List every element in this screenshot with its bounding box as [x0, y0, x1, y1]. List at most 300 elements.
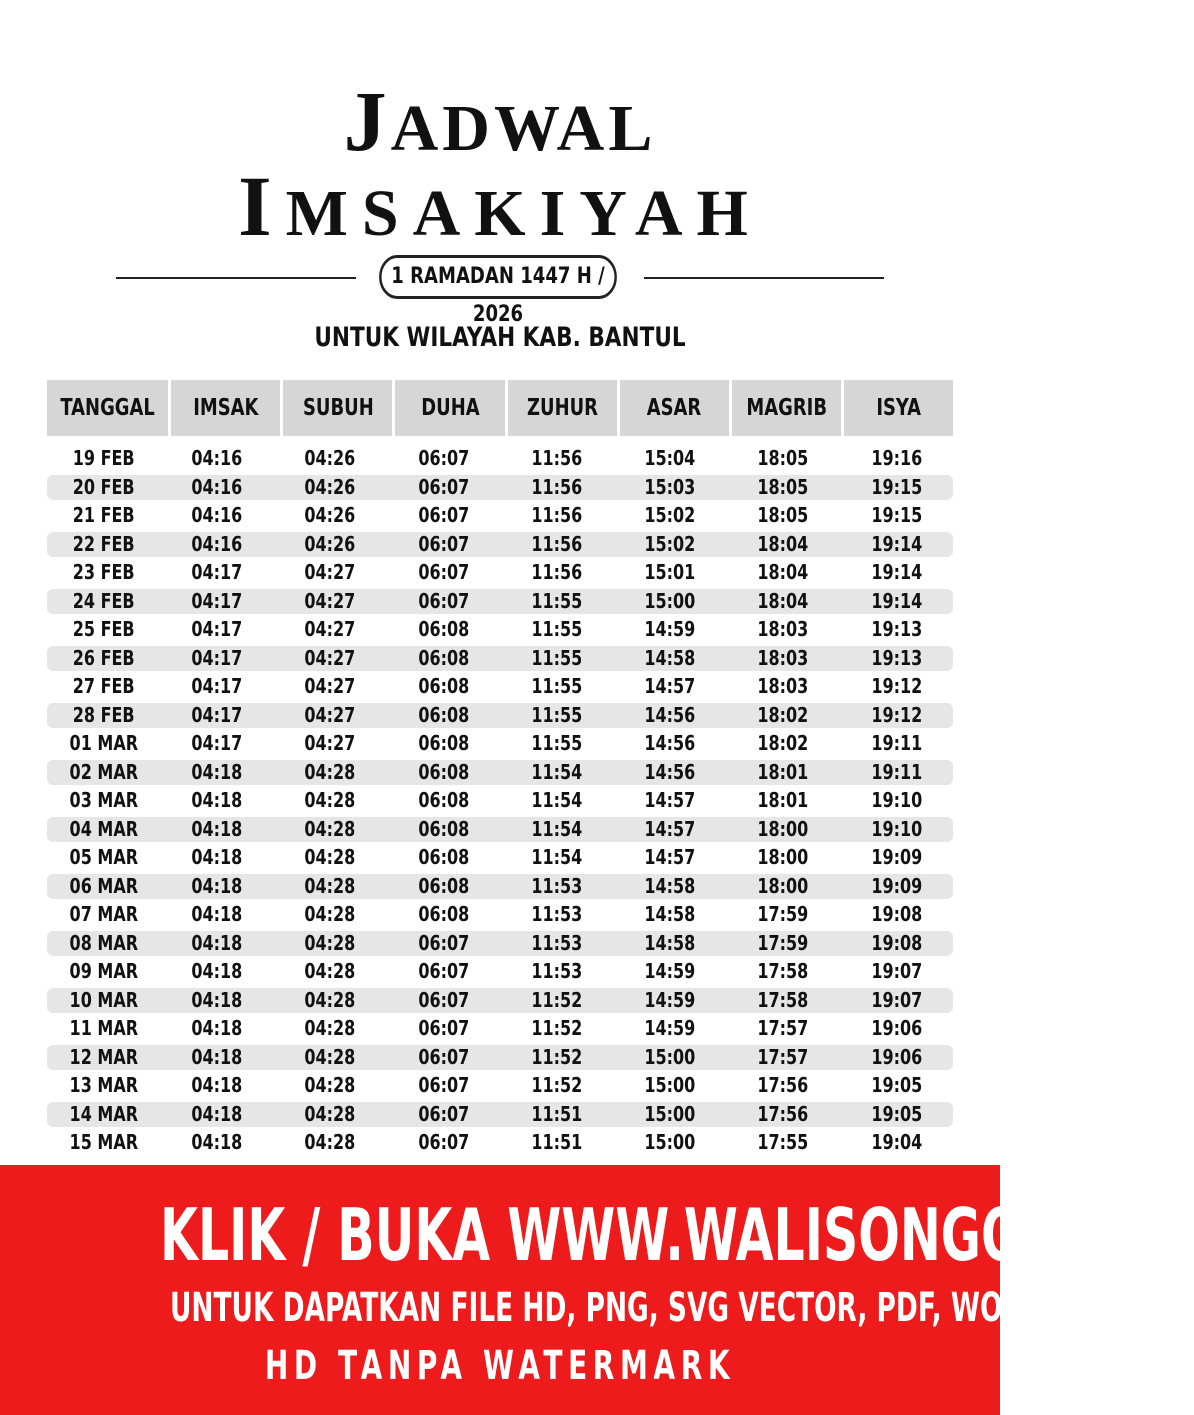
table-cell-tanggal [47, 1016, 160, 1041]
table-row [47, 959, 953, 984]
header-label: DUHA [420, 395, 480, 421]
table-cell-tanggal [47, 475, 160, 500]
table-cell-asar [613, 1016, 726, 1041]
cell-value: 21 FEB [72, 503, 135, 527]
table-cell-isya [840, 845, 953, 870]
cell-value: 19:13 [870, 645, 922, 670]
table-cell-tanggal [47, 446, 160, 471]
cell-value: 08 MAR [69, 930, 138, 955]
cell-value: 06:07 [417, 1016, 469, 1040]
table-cell-tanggal [47, 674, 160, 699]
cell-value: 06:08 [417, 816, 469, 841]
table-cell-tanggal [47, 1045, 160, 1070]
table-cell-isya [840, 674, 953, 699]
table-cell-duha [387, 646, 500, 671]
table-cell-imsak [160, 475, 273, 500]
table-cell-imsak [160, 503, 273, 528]
table-row [47, 817, 953, 842]
table-row [47, 1016, 953, 1041]
cell-value: 06:07 [417, 959, 469, 983]
table-row [47, 1073, 953, 1098]
cell-value: 04:26 [304, 446, 356, 470]
table-cell-magrib [727, 845, 840, 870]
cell-value: 04:26 [304, 474, 356, 499]
cell-value: 04:28 [304, 788, 356, 812]
cell-value: 06:08 [417, 788, 469, 812]
cell-value: 10 MAR [69, 987, 138, 1012]
banner-headline[interactable]: KLIK / BUKA WWW.WALISONGO.CO.ID [160, 1193, 1194, 1277]
cell-value: 18:00 [757, 816, 809, 841]
cell-value: 15:01 [644, 560, 696, 584]
table-cell-isya [840, 560, 953, 585]
cell-value: 04:28 [304, 759, 356, 784]
table-row [47, 589, 953, 614]
table-cell-asar [613, 617, 726, 642]
table-row [47, 788, 953, 813]
cell-value: 04:27 [304, 588, 356, 613]
cell-value: 06:08 [417, 731, 469, 755]
table-cell-tanggal [47, 560, 160, 585]
table-cell-imsak [160, 931, 273, 956]
table-cell-asar [613, 532, 726, 557]
table-cell-magrib [727, 446, 840, 471]
cell-value: 13 MAR [69, 1073, 138, 1097]
cell-value: 19:14 [870, 531, 922, 556]
cell-value: 19:12 [870, 674, 922, 698]
table-cell-subuh [274, 817, 387, 842]
table-cell-subuh [274, 760, 387, 785]
cell-value: 02 MAR [69, 759, 138, 784]
table-cell-subuh [274, 589, 387, 614]
cell-value: 19:10 [870, 816, 922, 841]
cell-value: 22 FEB [72, 531, 135, 556]
table-cell-zuhur [500, 674, 613, 699]
cell-value: 14:59 [644, 617, 696, 641]
banner-subline: UNTUK DAPATKAN FILE HD, PNG, SVG VECTOR, PDF, WORD, EXCEL [170, 1285, 1156, 1331]
table-cell-asar [613, 646, 726, 671]
table-cell-subuh [274, 902, 387, 927]
cell-value: 19:09 [870, 873, 922, 898]
schedule-table-body [47, 446, 953, 1159]
header-cell-duha [395, 380, 507, 436]
table-cell-isya [840, 731, 953, 756]
table-cell-tanggal [47, 931, 160, 956]
cell-value: 14:58 [644, 930, 696, 955]
cell-value: 04:28 [304, 902, 356, 926]
table-cell-tanggal [47, 788, 160, 813]
table-cell-tanggal [47, 845, 160, 870]
table-cell-duha [387, 959, 500, 984]
table-cell-magrib [727, 817, 840, 842]
cell-value: 04:27 [304, 645, 356, 670]
table-cell-duha [387, 532, 500, 557]
table-cell-tanggal [47, 589, 160, 614]
table-cell-imsak [160, 788, 273, 813]
cell-value: 04:28 [304, 1044, 356, 1069]
cell-value: 04:18 [191, 930, 243, 955]
cell-value: 19:11 [870, 759, 922, 784]
cell-value: 04:16 [191, 531, 243, 556]
cell-value: 18:05 [757, 474, 809, 499]
table-cell-subuh [274, 560, 387, 585]
table-cell-zuhur [500, 845, 613, 870]
table-cell-tanggal [47, 988, 160, 1013]
table-cell-isya [840, 446, 953, 471]
table-cell-imsak [160, 845, 273, 870]
cell-value: 19:12 [870, 702, 922, 727]
cell-value: 19:15 [870, 503, 922, 527]
cell-value: 18:01 [757, 788, 809, 812]
table-cell-magrib [727, 1016, 840, 1041]
table-cell-isya [840, 817, 953, 842]
cell-value: 20 FEB [72, 474, 135, 499]
table-cell-tanggal [47, 703, 160, 728]
cell-value: 09 MAR [69, 959, 138, 983]
cell-value: 06:07 [417, 1044, 469, 1069]
table-cell-magrib [727, 475, 840, 500]
cell-value: 11:55 [531, 617, 583, 641]
header-cell-asar [620, 380, 732, 436]
table-cell-duha [387, 988, 500, 1013]
cell-value: 04:16 [191, 446, 243, 470]
cell-value: 06:08 [417, 873, 469, 898]
table-cell-asar [613, 902, 726, 927]
cell-value: 11:56 [531, 474, 583, 499]
cell-value: 14:58 [644, 645, 696, 670]
table-cell-zuhur [500, 1130, 613, 1155]
cell-value: 18:00 [757, 845, 809, 869]
cell-value: 04:26 [304, 503, 356, 527]
table-cell-duha [387, 731, 500, 756]
cell-value: 17:58 [757, 959, 809, 983]
table-cell-duha [387, 475, 500, 500]
table-cell-subuh [274, 1130, 387, 1155]
table-cell-duha [387, 617, 500, 642]
cell-value: 06:07 [417, 503, 469, 527]
table-cell-duha [387, 560, 500, 585]
cell-value: 04:28 [304, 959, 356, 983]
table-row [47, 1045, 953, 1070]
table-cell-imsak [160, 1130, 273, 1155]
cell-value: 17:59 [757, 902, 809, 926]
table-cell-asar [613, 589, 726, 614]
table-cell-subuh [274, 788, 387, 813]
cell-value: 04:18 [191, 902, 243, 926]
table-row [47, 475, 953, 500]
table-cell-isya [840, 646, 953, 671]
table-cell-zuhur [500, 731, 613, 756]
title-line-1-text: JADWAL [343, 73, 657, 169]
table-cell-magrib [727, 560, 840, 585]
table-cell-magrib [727, 703, 840, 728]
cell-value: 18:04 [757, 531, 809, 556]
banner-note: HD TANPA WATERMARK [264, 1343, 736, 1389]
table-row [47, 503, 953, 528]
table-cell-imsak [160, 589, 273, 614]
cell-value: 19:06 [870, 1016, 922, 1040]
table-cell-subuh [274, 1102, 387, 1127]
cell-value: 17:55 [757, 1130, 809, 1154]
cell-value: 14:59 [644, 1016, 696, 1040]
cell-value: 19:14 [870, 560, 922, 584]
cell-value: 15:02 [644, 503, 696, 527]
table-row [47, 1130, 953, 1155]
cell-value: 06:07 [417, 588, 469, 613]
table-cell-zuhur [500, 703, 613, 728]
table-cell-tanggal [47, 959, 160, 984]
header-label: TANGGAL [60, 395, 155, 421]
table-row [47, 731, 953, 756]
table-cell-duha [387, 1130, 500, 1155]
cell-value: 04:18 [191, 759, 243, 784]
promo-banner[interactable] [0, 1165, 1194, 1415]
table-cell-magrib [727, 760, 840, 785]
cell-value: 19:10 [870, 788, 922, 812]
cell-value: 04:18 [191, 959, 243, 983]
cell-value: 04:18 [191, 1073, 243, 1097]
table-row [47, 446, 953, 471]
table-cell-subuh [274, 446, 387, 471]
table-cell-subuh [274, 475, 387, 500]
cell-value: 04:27 [304, 560, 356, 584]
cell-value: 04:27 [304, 617, 356, 641]
table-cell-magrib [727, 788, 840, 813]
table-cell-tanggal [47, 503, 160, 528]
table-cell-tanggal [47, 731, 160, 756]
cell-value: 04:28 [304, 1130, 356, 1154]
table-cell-subuh [274, 931, 387, 956]
cell-value: 17:56 [757, 1073, 809, 1097]
table-cell-duha [387, 902, 500, 927]
table-cell-asar [613, 988, 726, 1013]
cell-value: 14:59 [644, 959, 696, 983]
cell-value: 04:18 [191, 1044, 243, 1069]
table-cell-imsak [160, 902, 273, 927]
table-row [47, 703, 953, 728]
table-cell-zuhur [500, 760, 613, 785]
cell-value: 07 MAR [69, 902, 138, 926]
table-cell-imsak [160, 731, 273, 756]
cell-value: 06:07 [417, 1101, 469, 1126]
table-cell-imsak [160, 1045, 273, 1070]
table-row [47, 902, 953, 927]
cell-value: 14:57 [644, 674, 696, 698]
cell-value: 19:16 [870, 446, 922, 470]
cell-value: 04:27 [304, 674, 356, 698]
cell-value: 11:51 [531, 1130, 583, 1154]
table-cell-duha [387, 589, 500, 614]
cell-value: 11:53 [531, 873, 583, 898]
cell-value: 15 MAR [69, 1130, 138, 1154]
table-cell-imsak [160, 560, 273, 585]
cell-value: 04:17 [191, 588, 243, 613]
table-cell-duha [387, 760, 500, 785]
cell-value: 18:01 [757, 759, 809, 784]
table-cell-duha [387, 674, 500, 699]
table-cell-tanggal [47, 1130, 160, 1155]
cell-value: 15:00 [644, 1130, 696, 1154]
table-cell-imsak [160, 760, 273, 785]
table-cell-imsak [160, 674, 273, 699]
table-cell-zuhur [500, 1073, 613, 1098]
divider-right [644, 277, 884, 279]
cell-value: 04:18 [191, 873, 243, 898]
table-cell-asar [613, 475, 726, 500]
cell-value: 06:08 [417, 645, 469, 670]
cell-value: 04:18 [191, 987, 243, 1012]
table-cell-zuhur [500, 617, 613, 642]
cell-value: 06:07 [417, 560, 469, 584]
cell-value: 18:05 [757, 446, 809, 470]
table-row [47, 988, 953, 1013]
table-cell-magrib [727, 1073, 840, 1098]
title-line-1 [0, 73, 1000, 169]
table-cell-asar [613, 1130, 726, 1155]
cell-value: 06:07 [417, 531, 469, 556]
cell-value: 11:54 [531, 759, 583, 784]
table-cell-isya [840, 1130, 953, 1155]
table-cell-zuhur [500, 532, 613, 557]
cell-value: 18:05 [757, 503, 809, 527]
header-cell-subuh [283, 380, 395, 436]
cell-value: 17:58 [757, 987, 809, 1012]
table-cell-zuhur [500, 475, 613, 500]
table-cell-asar [613, 446, 726, 471]
table-cell-imsak [160, 532, 273, 557]
table-cell-subuh [274, 703, 387, 728]
cell-value: 06:08 [417, 902, 469, 926]
cell-value: 11:54 [531, 788, 583, 812]
cell-value: 17:59 [757, 930, 809, 955]
table-cell-imsak [160, 1073, 273, 1098]
table-cell-tanggal [47, 617, 160, 642]
cell-value: 19:08 [870, 930, 922, 955]
cell-value: 06:07 [417, 987, 469, 1012]
table-row [47, 532, 953, 557]
cell-value: 14:57 [644, 788, 696, 812]
cell-value: 15:02 [644, 531, 696, 556]
table-cell-zuhur [500, 1045, 613, 1070]
table-cell-magrib [727, 931, 840, 956]
cell-value: 04:28 [304, 930, 356, 955]
table-cell-asar [613, 1102, 726, 1127]
table-cell-isya [840, 1016, 953, 1041]
table-cell-tanggal [47, 874, 160, 899]
table-cell-isya [840, 788, 953, 813]
table-cell-magrib [727, 646, 840, 671]
table-cell-magrib [727, 1102, 840, 1127]
cell-value: 24 FEB [72, 588, 135, 613]
cell-value: 26 FEB [72, 645, 135, 670]
table-cell-imsak [160, 1102, 273, 1127]
header-label: MAGRIB [746, 395, 827, 421]
cell-value: 11:52 [531, 987, 583, 1012]
cell-value: 04:17 [191, 674, 243, 698]
cell-value: 11:52 [531, 1016, 583, 1040]
cell-value: 06 MAR [69, 873, 138, 898]
table-cell-magrib [727, 532, 840, 557]
cell-value: 15:00 [644, 1044, 696, 1069]
table-cell-duha [387, 788, 500, 813]
cell-value: 14:56 [644, 731, 696, 755]
table-cell-isya [840, 1073, 953, 1098]
cell-value: 15:03 [644, 474, 696, 499]
table-cell-asar [613, 931, 726, 956]
table-cell-duha [387, 703, 500, 728]
table-cell-tanggal [47, 760, 160, 785]
header-cell-magrib [732, 380, 844, 436]
subtitle-pill: 1 RAMADAN 1447 H / 2026 [379, 255, 617, 299]
table-cell-tanggal [47, 646, 160, 671]
table-cell-duha [387, 817, 500, 842]
table-cell-magrib [727, 503, 840, 528]
cell-value: 06:07 [417, 1130, 469, 1154]
cell-value: 18:02 [757, 731, 809, 755]
table-cell-tanggal [47, 902, 160, 927]
table-cell-zuhur [500, 503, 613, 528]
table-cell-subuh [274, 1073, 387, 1098]
cell-value: 04:17 [191, 731, 243, 755]
table-cell-isya [840, 1045, 953, 1070]
table-cell-subuh [274, 959, 387, 984]
table-cell-isya [840, 1102, 953, 1127]
divider-left [116, 277, 356, 279]
cell-value: 06:07 [417, 930, 469, 955]
table-row [47, 674, 953, 699]
cell-value: 06:07 [417, 1073, 469, 1097]
table-cell-zuhur [500, 446, 613, 471]
table-cell-zuhur [500, 959, 613, 984]
cell-value: 19 FEB [72, 446, 135, 470]
title-line-2-text: IMSAKIYAH [238, 158, 762, 254]
cell-value: 04:18 [191, 1016, 243, 1040]
table-cell-subuh [274, 874, 387, 899]
table-cell-magrib [727, 1130, 840, 1155]
header-cell-tanggal [47, 380, 171, 436]
table-cell-subuh [274, 1045, 387, 1070]
table-cell-magrib [727, 874, 840, 899]
table-row [47, 845, 953, 870]
cell-value: 04:28 [304, 987, 356, 1012]
table-cell-tanggal [47, 1073, 160, 1098]
table-cell-asar [613, 874, 726, 899]
cell-value: 14:59 [644, 987, 696, 1012]
table-row [47, 760, 953, 785]
table-cell-imsak [160, 646, 273, 671]
table-row [47, 617, 953, 642]
cell-value: 06:08 [417, 759, 469, 784]
cell-value: 11:54 [531, 845, 583, 869]
cell-value: 19:13 [870, 617, 922, 641]
cell-value: 19:05 [870, 1101, 922, 1126]
cell-value: 14:57 [644, 816, 696, 841]
table-row [47, 560, 953, 585]
table-cell-duha [387, 845, 500, 870]
cell-value: 17:56 [757, 1101, 809, 1126]
table-cell-tanggal [47, 817, 160, 842]
cell-value: 06:07 [417, 474, 469, 499]
cell-value: 05 MAR [69, 845, 138, 869]
table-cell-magrib [727, 959, 840, 984]
cell-value: 14:56 [644, 702, 696, 727]
cell-value: 17:57 [757, 1016, 809, 1040]
table-cell-isya [840, 874, 953, 899]
table-cell-asar [613, 817, 726, 842]
cell-value: 19:06 [870, 1044, 922, 1069]
table-cell-zuhur [500, 646, 613, 671]
cell-value: 18:03 [757, 645, 809, 670]
table-header [47, 380, 953, 436]
